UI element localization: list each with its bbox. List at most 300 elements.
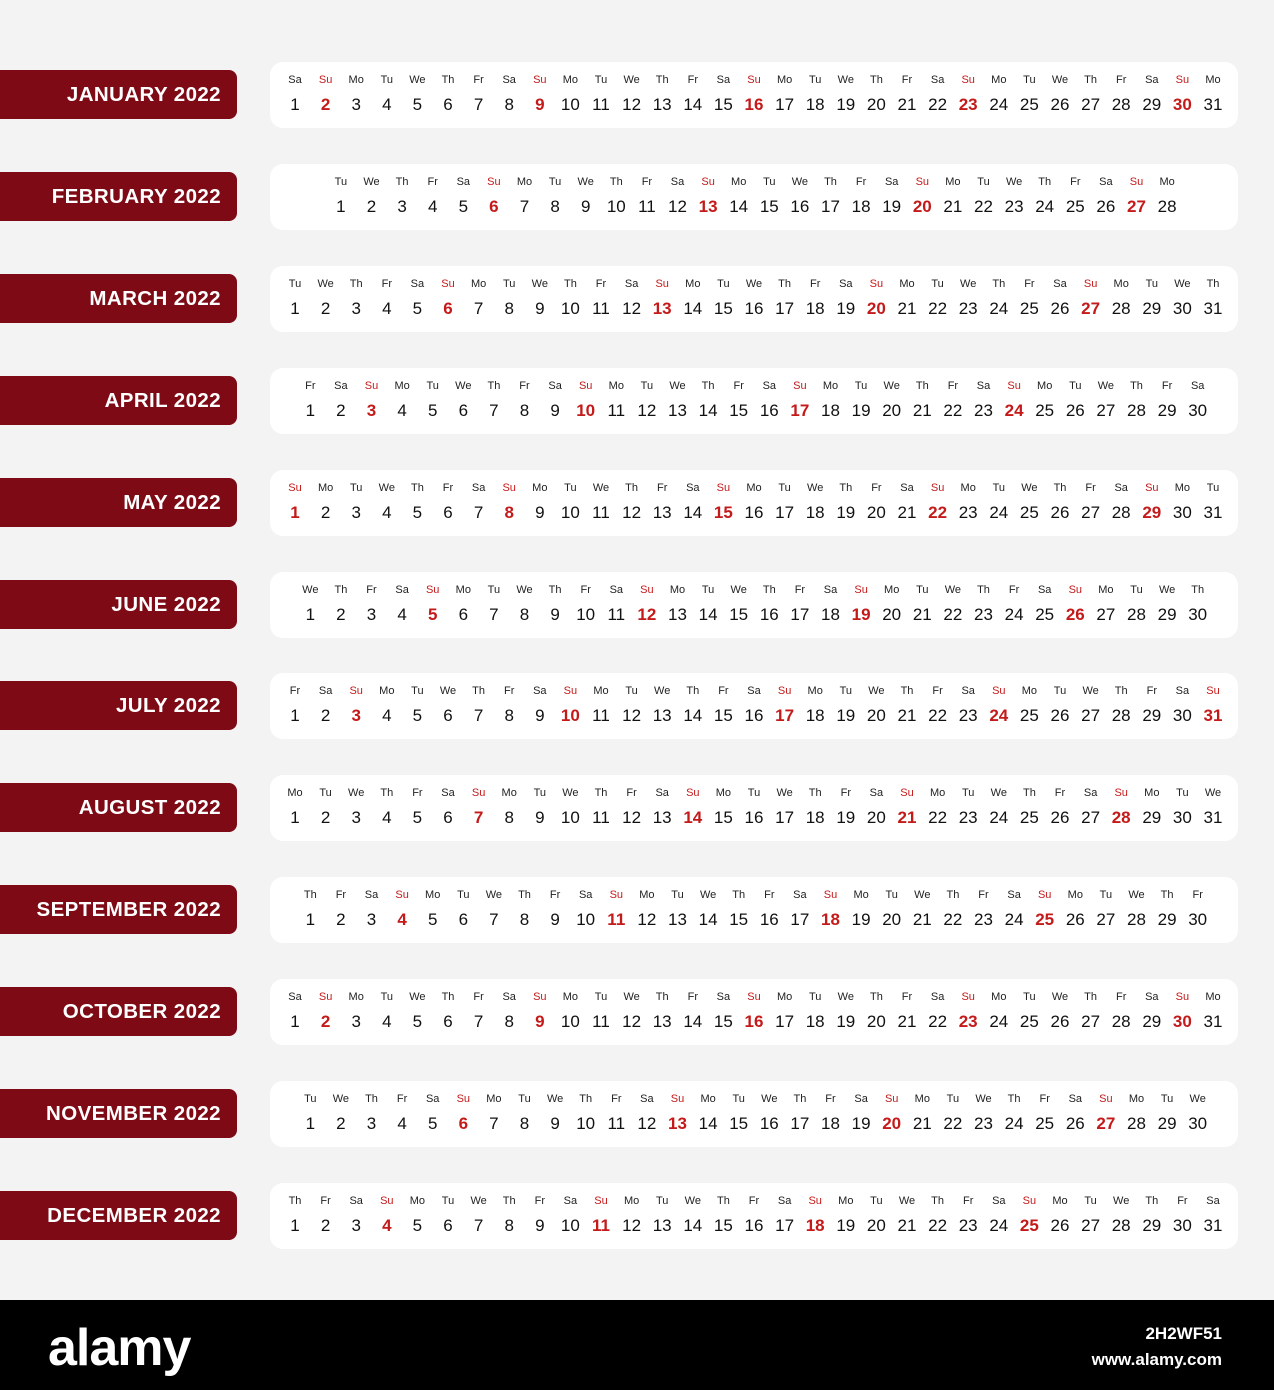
- weekday-label: Th: [716, 1195, 730, 1207]
- day-number: 4: [382, 706, 392, 725]
- day-strip: [270, 470, 1238, 536]
- day-number: 2: [320, 1216, 331, 1235]
- day-number: 17: [790, 605, 810, 624]
- weekday-label: Mo: [1113, 278, 1129, 290]
- day-number: 27: [1096, 910, 1116, 929]
- day-number: 21: [912, 1114, 932, 1133]
- day-number: 18: [821, 1114, 840, 1133]
- weekday-label: Tu: [426, 380, 439, 392]
- day-number: 29: [1157, 605, 1177, 624]
- weekday-label: Th: [609, 176, 623, 188]
- weekday-label: Su: [869, 278, 884, 290]
- day-number: 30: [1172, 1216, 1192, 1235]
- weekday-label: Th: [686, 685, 700, 697]
- weekday-label: Mo: [838, 1195, 854, 1207]
- day-number: 21: [897, 1012, 917, 1031]
- day-number: 28: [1111, 503, 1131, 522]
- day-number: 13: [668, 605, 687, 624]
- weekday-label: Th: [701, 380, 715, 392]
- day-number: 10: [560, 299, 580, 318]
- day-number: 9: [535, 808, 545, 827]
- day-number: 14: [683, 706, 703, 725]
- day-number: 30: [1188, 401, 1208, 420]
- day-number: 7: [489, 910, 499, 929]
- day-number: 13: [668, 1114, 687, 1133]
- day-number: 7: [519, 197, 530, 216]
- watermark-footer: [0, 1300, 1274, 1390]
- weekday-label: Th: [1084, 74, 1098, 86]
- weekday-label: Tu: [808, 991, 822, 1003]
- day-number: 30: [1172, 1012, 1192, 1031]
- day-number: 19: [836, 299, 856, 318]
- day-number: 2: [320, 503, 331, 522]
- weekday-label: Tu: [564, 482, 577, 494]
- weekday-label: Su: [441, 278, 455, 290]
- day-number: 4: [382, 1012, 392, 1031]
- day-number: 4: [397, 910, 407, 929]
- day-number: 13: [652, 299, 672, 318]
- weekday-label: Fr: [611, 1093, 622, 1105]
- weekday-label: We: [699, 889, 717, 901]
- weekday-label: Tu: [854, 380, 868, 392]
- day-cell: [1183, 572, 1213, 638]
- weekday-label: Sa: [640, 1093, 654, 1105]
- weekday-label: We: [761, 1093, 778, 1105]
- weekday-label: Su: [1129, 176, 1144, 188]
- day-number: 18: [821, 605, 840, 624]
- weekday-label: We: [348, 787, 365, 799]
- weekday-label: Mo: [746, 482, 762, 494]
- day-number: 7: [473, 95, 484, 114]
- day-number: 26: [1050, 706, 1070, 725]
- day-number: 25: [1035, 910, 1055, 929]
- weekday-label: We: [363, 176, 380, 188]
- weekday-label: Sa: [1099, 176, 1113, 188]
- day-number: 17: [775, 299, 795, 318]
- day-number: 30: [1188, 910, 1208, 929]
- day-strip: [270, 572, 1238, 638]
- day-number: 9: [535, 1216, 545, 1235]
- weekday-label: Mo: [807, 685, 823, 697]
- weekday-label: Fr: [595, 278, 607, 290]
- day-number: 11: [607, 1114, 626, 1133]
- day-number: 16: [744, 808, 764, 827]
- weekday-label: Fr: [794, 584, 806, 596]
- day-number: 29: [1142, 503, 1162, 522]
- weekday-label: Sa: [670, 176, 685, 188]
- day-number: 6: [443, 706, 453, 725]
- weekday-label: Mo: [623, 1195, 640, 1207]
- weekday-label: Su: [793, 380, 807, 392]
- weekday-label: Sa: [1083, 787, 1098, 799]
- day-number: 1: [305, 1114, 316, 1133]
- day-number: 26: [1050, 95, 1070, 114]
- weekday-label: Th: [869, 74, 883, 86]
- weekday-label: Fr: [855, 176, 867, 188]
- weekday-label: We: [944, 584, 962, 596]
- day-number: 28: [1111, 706, 1131, 725]
- month-label: DECEMBER 2022: [0, 1191, 237, 1240]
- day-number: 16: [744, 1216, 764, 1235]
- day-number: 16: [744, 299, 764, 318]
- weekday-label: Mo: [425, 889, 441, 901]
- weekday-label: Mo: [379, 685, 395, 697]
- weekday-label: Tu: [1053, 685, 1067, 697]
- month-label: OCTOBER 2022: [0, 987, 237, 1036]
- day-number: 8: [519, 1114, 530, 1133]
- month-label: JANUARY 2022: [0, 70, 237, 119]
- day-cell: [1152, 164, 1182, 230]
- weekday-label: We: [470, 1195, 487, 1207]
- day-number: 18: [805, 299, 825, 318]
- weekday-label: Fr: [1039, 1093, 1050, 1105]
- weekday-label: Mo: [562, 74, 579, 86]
- weekday-label: Th: [303, 889, 317, 901]
- day-cell: [1198, 266, 1228, 332]
- weekday-label: Sa: [349, 1195, 363, 1207]
- weekday-label: We: [531, 278, 548, 290]
- weekday-label: We: [485, 889, 503, 901]
- day-number: 12: [622, 1216, 642, 1235]
- weekday-label: Sa: [823, 584, 838, 596]
- day-number: 28: [1127, 605, 1146, 624]
- weekday-label: Fr: [534, 1195, 545, 1207]
- month-label: MAY 2022: [0, 478, 237, 527]
- day-number: 8: [519, 401, 530, 420]
- weekday-label: Fr: [947, 380, 959, 392]
- weekday-label: Su: [961, 991, 975, 1003]
- day-number: 6: [443, 1012, 453, 1031]
- day-number: 18: [805, 1012, 825, 1031]
- weekday-label: Th: [839, 482, 853, 494]
- weekday-label: Th: [931, 1195, 945, 1207]
- weekday-label: Th: [441, 991, 455, 1003]
- day-number: 25: [1019, 503, 1039, 522]
- day-number: 29: [1142, 299, 1162, 318]
- weekday-label: Sa: [548, 380, 562, 392]
- day-number: 17: [775, 95, 795, 114]
- day-number: 22: [943, 910, 963, 929]
- day-number: 5: [412, 299, 423, 318]
- day-number: 9: [550, 1114, 560, 1133]
- weekday-label: Tu: [640, 380, 654, 392]
- weekday-label: Tu: [961, 787, 975, 799]
- day-number: 16: [744, 503, 764, 522]
- day-number: 28: [1127, 1114, 1146, 1133]
- weekday-label: Fr: [320, 1195, 331, 1207]
- weekday-label: Su: [425, 584, 440, 596]
- day-number: 31: [1203, 706, 1223, 725]
- day-number: 10: [606, 197, 626, 216]
- weekday-label: Su: [533, 991, 547, 1003]
- day-number: 6: [443, 503, 453, 522]
- weekday-label: Tu: [319, 787, 332, 799]
- weekday-label: Su: [578, 380, 593, 392]
- day-number: 30: [1172, 706, 1192, 725]
- day-strip: [270, 368, 1238, 434]
- weekday-label: Tu: [380, 74, 394, 86]
- day-number: 28: [1127, 910, 1146, 929]
- weekday-label: Su: [1007, 380, 1021, 392]
- day-number: 11: [592, 1012, 610, 1031]
- day-number: 25: [1065, 197, 1085, 216]
- day-number: 3: [397, 197, 407, 216]
- day-number: 17: [821, 197, 840, 216]
- weekday-label: Fr: [412, 787, 423, 799]
- day-number: 5: [427, 401, 438, 420]
- weekday-label: Su: [594, 1195, 608, 1207]
- day-number: 31: [1203, 1012, 1223, 1031]
- day-number: 8: [504, 808, 514, 827]
- day-number: 22: [928, 95, 948, 114]
- day-number: 4: [397, 1114, 407, 1133]
- day-number: 6: [443, 808, 453, 827]
- day-number: 2: [320, 299, 331, 318]
- month-row: [0, 470, 1274, 540]
- day-number: 11: [592, 706, 610, 725]
- weekday-label: Th: [732, 889, 746, 901]
- weekday-label: We: [1021, 482, 1038, 494]
- day-number: 2: [336, 605, 346, 624]
- month-row: [0, 1183, 1274, 1253]
- day-number: 22: [943, 1114, 963, 1133]
- day-number: 25: [1019, 1012, 1039, 1031]
- day-strip: [270, 775, 1238, 841]
- day-number: 8: [504, 95, 514, 114]
- weekday-label: We: [730, 584, 747, 596]
- weekday-label: We: [332, 1093, 350, 1105]
- weekday-label: Sa: [364, 889, 379, 901]
- weekday-label: We: [745, 278, 763, 290]
- weekday-label: Th: [808, 787, 822, 799]
- weekday-label: Sa: [425, 1093, 440, 1105]
- day-number: 1: [290, 1216, 300, 1235]
- day-number: 15: [713, 706, 733, 725]
- sunday-cell: [1198, 673, 1228, 739]
- weekday-label: Sa: [762, 380, 777, 392]
- day-number: 29: [1142, 95, 1162, 114]
- weekday-label: Fr: [1008, 584, 1020, 596]
- day-number: 24: [1035, 197, 1055, 216]
- weekday-label: Sa: [686, 482, 700, 494]
- month-row: [0, 877, 1274, 947]
- weekday-label: Mo: [929, 787, 946, 799]
- weekday-label: Su: [915, 176, 930, 188]
- day-number: 9: [535, 1012, 545, 1031]
- day-number: 18: [821, 910, 840, 929]
- weekday-label: Sa: [1053, 278, 1067, 290]
- day-number: 8: [550, 197, 560, 216]
- day-number: 20: [882, 401, 902, 420]
- weekday-label: Su: [884, 1093, 899, 1105]
- day-number: 22: [928, 299, 948, 318]
- day-number: 24: [1004, 605, 1024, 624]
- day-number: 22: [928, 1216, 948, 1235]
- day-number: 26: [1050, 299, 1070, 318]
- weekday-label: Sa: [1206, 1195, 1220, 1207]
- day-number: 1: [305, 605, 316, 624]
- day-number: 6: [458, 1114, 469, 1133]
- day-number: 10: [560, 706, 580, 725]
- weekday-label: Su: [1022, 1195, 1037, 1207]
- weekday-label: Sa: [747, 685, 761, 697]
- day-number: 31: [1203, 1216, 1223, 1235]
- day-number: 6: [443, 95, 453, 114]
- weekday-label: Tu: [717, 278, 730, 290]
- weekday-label: Th: [365, 1093, 378, 1105]
- weekday-label: Su: [823, 889, 838, 901]
- day-number: 5: [427, 1114, 438, 1133]
- weekday-label: Th: [579, 1093, 593, 1105]
- day-number: 16: [744, 706, 764, 725]
- weekday-label: Sa: [1145, 991, 1159, 1003]
- weekday-label: We: [317, 278, 334, 290]
- weekday-label: Sa: [563, 1195, 578, 1207]
- weekday-label: Sa: [884, 176, 899, 188]
- day-number: 20: [866, 808, 886, 827]
- day-number: 13: [698, 197, 718, 216]
- weekday-label: Su: [1037, 889, 1052, 901]
- day-number: 16: [759, 1114, 779, 1133]
- day-number: 18: [805, 503, 825, 522]
- month-label: FEBRUARY 2022: [0, 172, 237, 221]
- day-number: 13: [652, 1012, 672, 1031]
- day-number: 19: [836, 95, 856, 114]
- weekday-label: Sa: [1145, 74, 1159, 86]
- day-number: 4: [382, 95, 392, 114]
- day-number: 7: [489, 401, 499, 420]
- day-number: 12: [622, 95, 642, 114]
- day-number: 24: [989, 95, 1009, 114]
- day-number: 23: [1004, 197, 1024, 216]
- day-number: 28: [1111, 1216, 1131, 1235]
- weekday-label: Mo: [1174, 482, 1191, 494]
- weekday-label: Fr: [519, 380, 530, 392]
- day-number: 26: [1065, 910, 1085, 929]
- weekday-label: Mo: [945, 176, 961, 188]
- day-number: 27: [1081, 1216, 1101, 1235]
- weekday-label: Sa: [869, 787, 884, 799]
- weekday-label: Fr: [1054, 787, 1066, 799]
- day-number: 23: [974, 605, 993, 624]
- weekday-label: Su: [808, 1195, 822, 1207]
- weekday-label: Th: [410, 482, 424, 494]
- day-number: 28: [1111, 808, 1131, 827]
- day-number: 10: [576, 605, 596, 624]
- day-number: 20: [866, 503, 886, 522]
- weekday-label: Sa: [288, 991, 302, 1003]
- image-id: 2H2WF51: [1145, 1324, 1222, 1343]
- weekday-label: Tu: [625, 685, 638, 697]
- day-number: 4: [397, 401, 407, 420]
- day-number: 28: [1111, 299, 1131, 318]
- weekday-label: We: [562, 787, 579, 799]
- day-number: 2: [320, 808, 331, 827]
- weekday-label: Tu: [946, 1093, 960, 1105]
- month-label: SEPTEMBER 2022: [0, 885, 237, 934]
- weekday-label: Mo: [532, 482, 548, 494]
- day-number: 14: [698, 1114, 718, 1133]
- day-number: 1: [290, 299, 300, 318]
- weekday-label: Th: [900, 685, 914, 697]
- day-number: 20: [866, 1012, 886, 1031]
- month-row: [0, 164, 1274, 234]
- weekday-label: Fr: [825, 1093, 836, 1105]
- day-number: 2: [336, 401, 346, 420]
- day-number: 16: [759, 910, 779, 929]
- weekday-label: Mo: [317, 482, 334, 494]
- day-cell: [1198, 62, 1228, 128]
- day-number: 26: [1050, 1012, 1070, 1031]
- day-number: 22: [928, 1012, 948, 1031]
- day-number: 14: [683, 1012, 703, 1031]
- day-number: 1: [305, 401, 316, 420]
- day-number: 22: [928, 503, 948, 522]
- day-strip: [270, 1183, 1238, 1249]
- day-number: 25: [1019, 706, 1039, 725]
- weekday-label: Th: [1022, 787, 1036, 799]
- day-number: 12: [637, 1114, 657, 1133]
- weekday-label: We: [807, 482, 824, 494]
- weekday-label: Su: [456, 1093, 471, 1105]
- weekday-label: We: [1158, 584, 1176, 596]
- weekday-label: Sa: [716, 991, 731, 1003]
- day-number: 13: [652, 503, 672, 522]
- weekday-label: Su: [380, 1195, 394, 1207]
- day-number: 27: [1081, 299, 1101, 318]
- weekday-label: Mo: [1037, 380, 1053, 392]
- day-number: 8: [504, 1012, 514, 1031]
- day-number: 21: [943, 197, 963, 216]
- day-number: 15: [729, 605, 749, 624]
- day-number: 15: [713, 1012, 733, 1031]
- weekday-label: Su: [701, 176, 715, 188]
- day-number: 5: [427, 910, 438, 929]
- day-number: 31: [1203, 503, 1223, 522]
- weekday-label: Th: [288, 1195, 302, 1207]
- weekday-label: Tu: [992, 482, 1006, 494]
- weekday-label: Fr: [687, 74, 698, 86]
- day-number: 6: [489, 197, 499, 216]
- weekday-label: Su: [364, 380, 379, 392]
- weekday-label: Tu: [839, 685, 853, 697]
- day-strip: [270, 164, 1238, 230]
- day-number: 23: [958, 95, 978, 114]
- month-row: [0, 673, 1274, 743]
- day-number: 17: [775, 706, 795, 725]
- day-number: 5: [412, 1012, 423, 1031]
- weekday-label: Mo: [669, 584, 686, 596]
- weekday-label: Fr: [687, 991, 698, 1003]
- day-number: 14: [698, 605, 718, 624]
- day-number: 28: [1127, 401, 1146, 420]
- day-number: 18: [821, 401, 840, 420]
- weekday-label: Fr: [901, 74, 913, 86]
- weekday-label: Fr: [1177, 1195, 1188, 1207]
- weekday-label: Su: [471, 787, 486, 799]
- weekday-label: Mo: [715, 787, 732, 799]
- day-number: 1: [290, 503, 300, 522]
- day-number: 1: [305, 910, 316, 929]
- weekday-label: Mo: [1021, 685, 1038, 697]
- day-cell: [1198, 470, 1228, 536]
- weekday-label: Mo: [593, 685, 609, 697]
- weekday-label: Sa: [777, 1195, 792, 1207]
- day-number: 26: [1050, 1216, 1070, 1235]
- day-number: 18: [805, 95, 825, 114]
- weekday-label: Mo: [348, 991, 364, 1003]
- day-number: 27: [1081, 95, 1101, 114]
